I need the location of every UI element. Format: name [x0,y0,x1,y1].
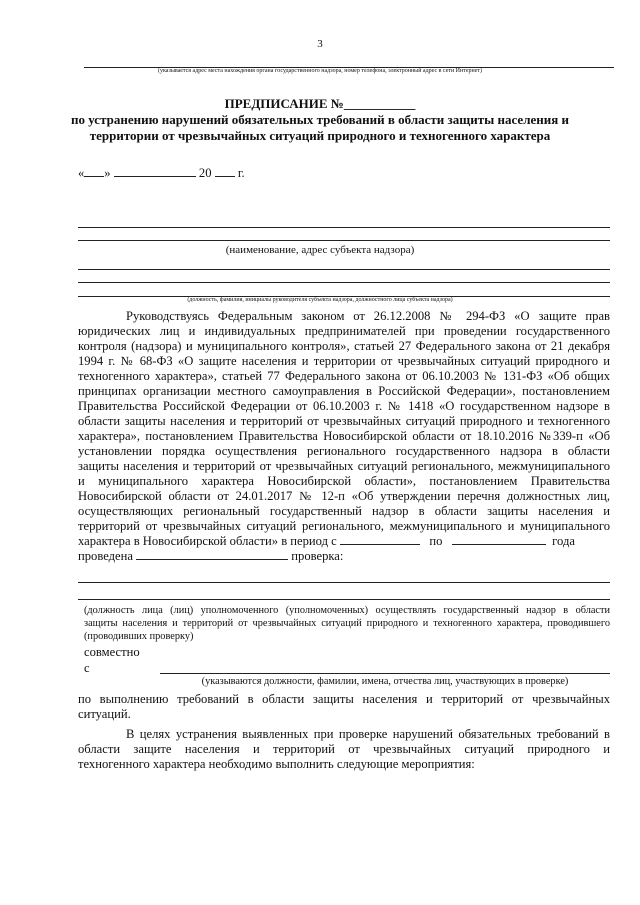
period-to: по [429,534,443,548]
subject-line-2 [78,240,610,241]
day-blank [84,166,104,177]
paragraph-line: области защите населения и территорий от чрезвычайных ситуаций природного и [78,742,610,756]
date-line [78,166,245,181]
final-paragraph [78,727,610,772]
page-number: 3 [317,38,323,50]
inspector-caption-1: (должность лица (лиц) уполномоченного (уполномоченных) осуществлять государственный надзор в области [84,605,610,616]
paragraph-line: Новосибирской области от 24.01.2017 № 12-п «Об утверждении перечня должностных лиц, [78,489,610,503]
paragraph-line: по выполнению требований в области защиты населения и территорий от чрезвычайных [78,692,610,706]
conducted-blank [136,549,288,560]
address-caption: (указывается адрес места нахождения органа государственного надзора, номер телефона, электронный адрес в сети Интернет) [157,68,483,74]
inspector-line-2 [78,599,610,600]
paragraph-line: защиты населения и территорий от чрезвычайных ситуаций регионального, межмуниципального [78,459,610,473]
conducted-prefix: проведена [78,549,133,563]
paragraph-line: характера», постановлением Правительства Новосибирской области от 18.10.2016 №339-п «Об [78,429,610,443]
period-line [78,534,610,549]
subject-caption: (наименование, адрес субъекта надзора) [225,244,415,256]
with-label: с [84,661,90,675]
year-suffix: г. [237,166,245,180]
paragraph-line: ситуаций. [78,707,131,721]
paragraph-line: Руководствуясь Федеральным законом от 26.12.2008 № 294-ФЗ «О защите прав [126,309,610,323]
inspector-caption-3: (проводивших проверку) [84,631,194,642]
main-paragraph [78,309,610,564]
paragraph-line: юридических лиц и индивидуальных предпринимателей при проведении государственного [78,324,610,338]
compliance-paragraph [78,692,610,722]
paragraph-line: области защиты населения и территорий от чрезвычайных ситуаций природного и техногенного [78,414,610,428]
inspector-line-1 [78,582,610,583]
participants-line [160,673,610,674]
date-open-quote: « [78,166,85,180]
conducted-suffix: проверка: [291,549,344,563]
month-blank [114,166,196,177]
participants-caption: (указываются должности, фамилии, имена, отчества лиц, участвующих в проверке) [201,676,569,687]
paragraph-line: техногенного характера», статьей 77 Федерального закона от 06.10.2003 № 131-ФЗ «Об общих [78,369,610,383]
paragraph-line: осуществляющих региональный государственный надзор в области защиты населения и [78,504,610,518]
conducted-line [78,549,610,564]
document-subtitle-1: по устранению нарушений обязательных требований в области защиты населения и [70,112,570,127]
paragraph-line: и муниципального характера Новосибирской области», постановлением Правительства [78,474,610,488]
paragraph-line: Правительства Российской Федерации от 06.10.2003 г. № 1418 «О государственном надзоре в [78,399,610,413]
period-end-blank [452,534,546,545]
jointly-label: совместно [84,645,140,659]
year-prefix: 20 [198,166,212,180]
date-close-quote: » [104,166,111,180]
paragraph-line: 1994 г. № 68-ФЗ «О защите населения и территории от чрезвычайных ситуаций природного и [78,354,610,368]
paragraph-line: В целях устранения выявленных при проверке нарушений обязательных требований в [126,727,610,741]
official-line-2 [78,282,610,283]
paragraph-line: контроля (надзора) и муниципального контроля», статьей 27 Федерального закона от 21 декабря [78,339,610,353]
inspector-caption-2: защиты населения и территорий от чрезвычайных ситуаций природного и техногенного характера, проводившего [84,618,610,629]
period-start-blank [340,534,420,545]
period-text: характера в Новосибирской области» в период с [78,534,337,548]
paragraph-line: территорий от чрезвычайных ситуаций регионального, межмуниципального и муниципального [78,519,610,533]
subject-line-1 [78,227,610,228]
official-caption: (должность, фамилия, инициалы руководителя субъекта надзора, должностного лица субъекта надзора) [187,297,453,303]
paragraph-line: техногенного характера необходимо выполнить следующие мероприятия: [78,757,475,771]
period-year: года [552,534,575,548]
document-title: ПРЕДПИСАНИЕ №___________ [224,96,416,111]
year-blank [215,166,235,177]
paragraph-line: установлении порядка осуществления регионального государственного надзора в области [78,444,610,458]
document-subtitle-2: территории от чрезвычайных ситуаций природного и техногенного характера [89,128,551,143]
official-line-1 [78,269,610,270]
paragraph-line: принципах организации местного самоуправления в Российской Федерации», постановлением [78,384,610,398]
